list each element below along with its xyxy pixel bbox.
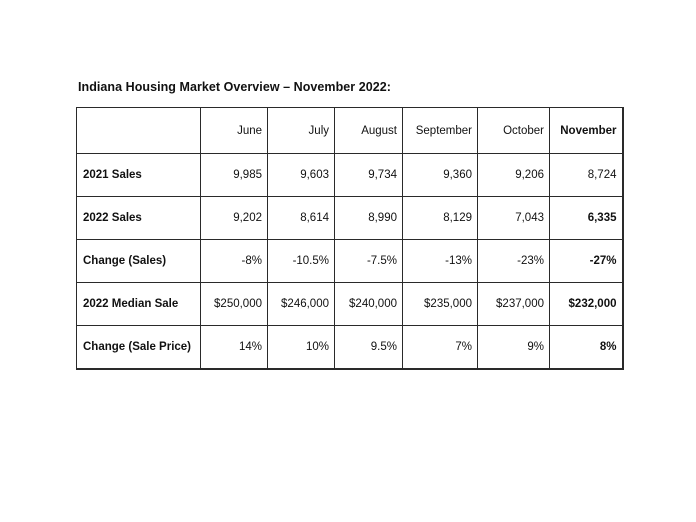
table-cell: 9,206 bbox=[478, 154, 550, 197]
table-cell: -8% bbox=[201, 240, 268, 283]
table-cell-highlight: -27% bbox=[550, 240, 623, 283]
table-cell: 9,985 bbox=[201, 154, 268, 197]
table-cell: -13% bbox=[403, 240, 478, 283]
table-cell: 9,202 bbox=[201, 197, 268, 240]
corner-cell bbox=[77, 108, 201, 154]
column-header-november: November bbox=[550, 108, 623, 154]
column-header-august: August bbox=[335, 108, 403, 154]
housing-market-table bbox=[76, 107, 624, 370]
table-cell: $250,000 bbox=[201, 283, 268, 326]
table-cell: 9,734 bbox=[335, 154, 403, 197]
table-cell: 7% bbox=[403, 326, 478, 369]
row-label: 2022 Median Sale bbox=[77, 283, 201, 326]
table-cell: 8,614 bbox=[268, 197, 335, 240]
table-row-change-sales bbox=[77, 240, 623, 283]
table-cell: $246,000 bbox=[268, 283, 335, 326]
table-cell: 9,360 bbox=[403, 154, 478, 197]
table-cell: $235,000 bbox=[403, 283, 478, 326]
row-label: 2021 Sales bbox=[77, 154, 201, 197]
table-cell: -23% bbox=[478, 240, 550, 283]
table-cell: $240,000 bbox=[335, 283, 403, 326]
table-cell-highlight: 6,335 bbox=[550, 197, 623, 240]
table-cell: 9% bbox=[478, 326, 550, 369]
row-label: 2022 Sales bbox=[77, 197, 201, 240]
column-header-september: September bbox=[403, 108, 478, 154]
table-cell: 8,129 bbox=[403, 197, 478, 240]
table-cell: 9,603 bbox=[268, 154, 335, 197]
row-label: Change (Sales) bbox=[77, 240, 201, 283]
column-header-july: July bbox=[268, 108, 335, 154]
table-cell: -7.5% bbox=[335, 240, 403, 283]
table-cell: 7,043 bbox=[478, 197, 550, 240]
table-row-change-sale-price bbox=[77, 326, 623, 369]
table-row-2022-sales bbox=[77, 197, 623, 240]
document-title: Indiana Housing Market Overview – November 2022: bbox=[78, 80, 391, 94]
table-row-median-sale bbox=[77, 283, 623, 326]
table-cell-highlight: $232,000 bbox=[550, 283, 623, 326]
column-header-june: June bbox=[201, 108, 268, 154]
header-row bbox=[77, 108, 623, 154]
table-cell: 10% bbox=[268, 326, 335, 369]
row-label: Change (Sale Price) bbox=[77, 326, 201, 369]
table-cell: 8,990 bbox=[335, 197, 403, 240]
table-row-2021-sales bbox=[77, 154, 623, 197]
table-cell-highlight: 8% bbox=[550, 326, 623, 369]
table-cell: 14% bbox=[201, 326, 268, 369]
table-cell: -10.5% bbox=[268, 240, 335, 283]
column-header-october: October bbox=[478, 108, 550, 154]
table-cell: $237,000 bbox=[478, 283, 550, 326]
table-cell: 9.5% bbox=[335, 326, 403, 369]
table-cell: 8,724 bbox=[550, 154, 623, 197]
